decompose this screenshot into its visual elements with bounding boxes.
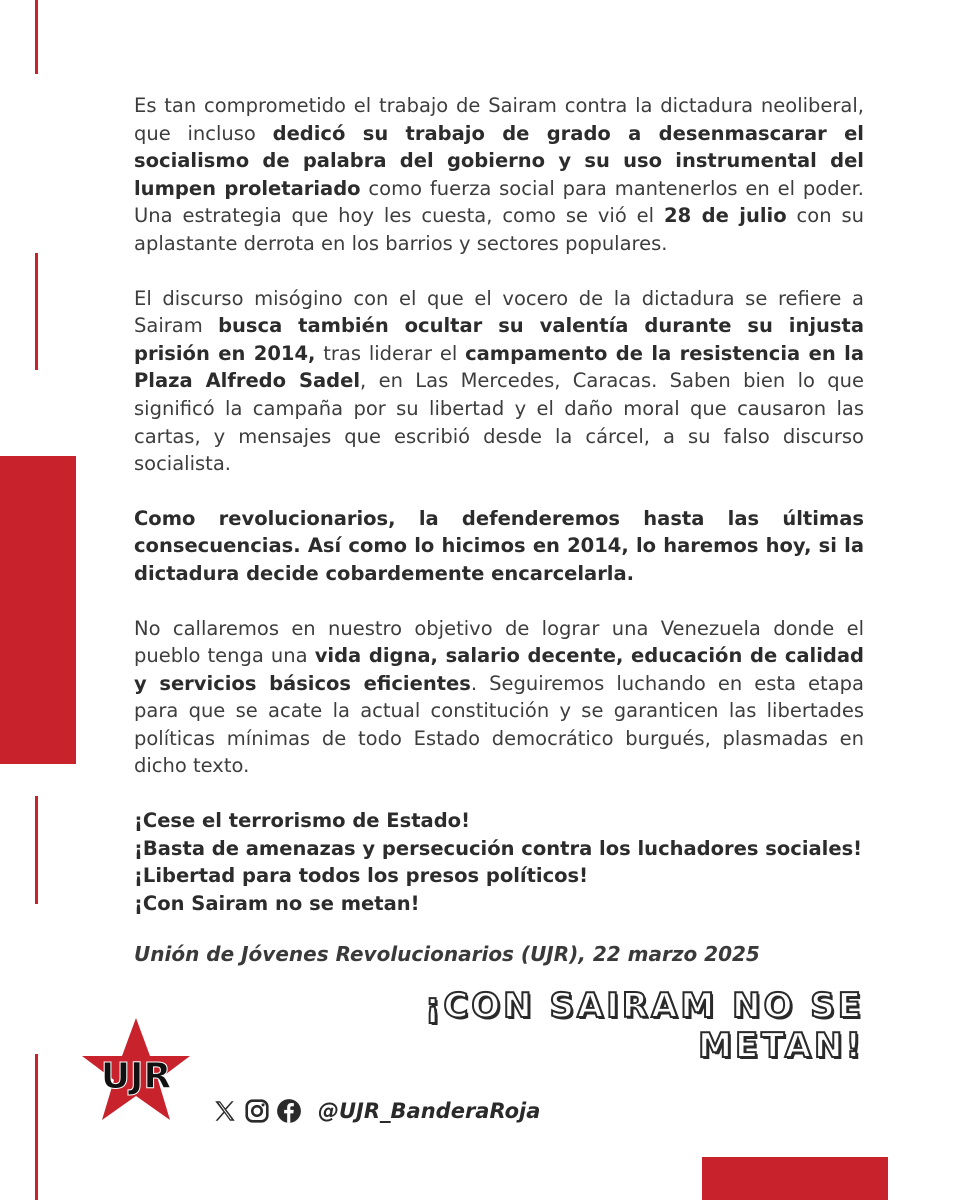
text: . Seguiremos luchando en esta etapa para que se acate la actual constitución y se garanticen las libertades políticas mínimas de todo Estado democrático burgués, plasmadas en dicho texto.	[134, 671, 864, 778]
instagram-icon[interactable]	[244, 1098, 270, 1124]
text: como fuerza social para mantenerlos en el poder. Una estrategia que hoy les cuesta, como se vió el	[134, 176, 864, 228]
paragraph-3: Como revolucionarios, la defenderemos hasta las últimas consecuencias. Así como lo hicimos en 2014, lo haremos hoy, si la dictadura decide cobardemente encarcelarla.	[134, 506, 864, 585]
text: tras liderar el	[315, 341, 466, 365]
paragraph-4	[134, 615, 864, 781]
headline-line-2: METAN!	[698, 1026, 864, 1066]
paragraph-1	[134, 92, 864, 258]
social-links	[212, 1094, 540, 1128]
social-handle[interactable]: @UJR_BanderaRoja	[318, 1099, 541, 1123]
bold-text: vida digna, salario decente, educación de calidad y servicios básicos eficientes	[134, 644, 864, 695]
accent-block-left	[0, 456, 76, 764]
red-star-logo	[80, 1016, 192, 1128]
logo-text: UJR	[100, 1056, 172, 1097]
statement-body	[134, 92, 864, 966]
bold-text: 28 de julio	[664, 204, 787, 228]
headline-line-1: ¡CON SAIRAM NO SE	[424, 986, 864, 1026]
accent-line-middle	[35, 253, 38, 370]
text: El discurso misógino con el que el vocero de la dictadura se refiere a Sairam	[134, 286, 864, 338]
text: Es tan comprometido el trabajo de Sairam contra la dictadura neoliberal, que incluso	[134, 94, 864, 145]
slogan: ¡Basta de amenazas y persecución contra los luchadores sociales!	[134, 836, 863, 860]
accent-line-bottom	[35, 1054, 38, 1200]
headline	[344, 986, 864, 1066]
accent-line-lower	[35, 796, 38, 904]
slogan: ¡Cese el terrorismo de Estado!	[134, 809, 470, 833]
slogan: ¡Libertad para todos los presos políticos!	[134, 864, 589, 888]
bold-text: dedicó su trabajo de grado a desenmascarar el socialismo de palabra del gobierno y su uso instrumental del lumpen proletariado	[134, 121, 864, 200]
paragraph-2	[134, 285, 864, 478]
text: con su aplastante derrota en los barrios y sectores populares.	[134, 204, 864, 255]
accent-block-bottom-right	[702, 1157, 888, 1200]
slogan: ¡Con Sairam no se metan!	[134, 891, 420, 915]
accent-line-top	[35, 0, 38, 74]
facebook-icon[interactable]	[276, 1098, 302, 1124]
bold-text: campamento de la resistencia en la Plaza Alfredo Sadel	[134, 341, 864, 393]
text: No callaremos en nuestro objetivo de lograr una Venezuela donde el pueblo tenga una	[134, 616, 864, 668]
bold-text: busca también ocultar su valentía durante su injusta prisión en 2014,	[134, 314, 864, 365]
slogans	[134, 807, 864, 917]
signature: Unión de Jóvenes Revolucionarios (UJR), 22 marzo 2025	[134, 942, 760, 967]
text: , en Las Mercedes, Caracas. Saben bien lo que significó la campaña por su libertad y el daño moral que causaron las cartas, y mensajes que escribió desde la cárcel, a su falso discurso socialista.	[134, 369, 864, 476]
x-icon[interactable]	[212, 1098, 238, 1124]
